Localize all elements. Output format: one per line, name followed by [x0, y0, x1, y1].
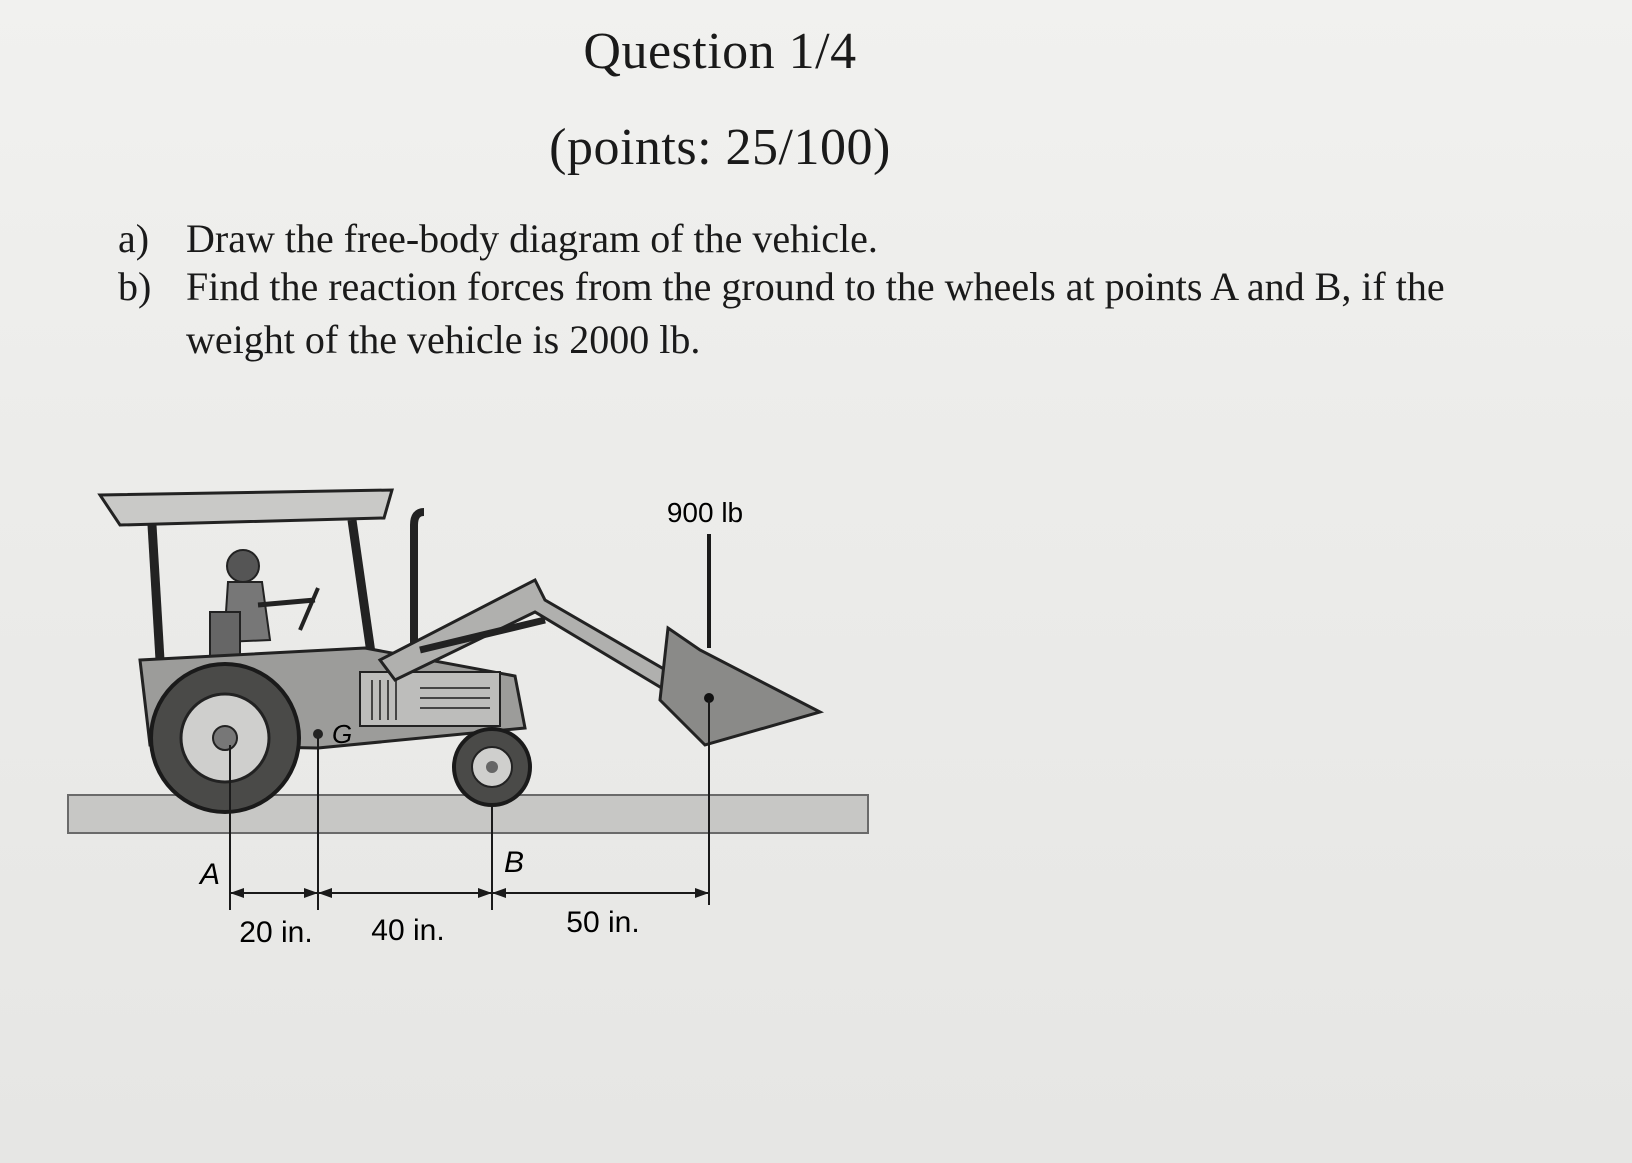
canopy-roof — [100, 490, 392, 525]
canopy-front-post — [352, 520, 372, 660]
question-title: Question 1/4 — [583, 23, 857, 80]
rear-wheel-hub — [213, 726, 237, 750]
loader-bucket — [660, 628, 820, 745]
center-of-gravity-point — [313, 729, 323, 739]
point-b-label: B — [504, 846, 525, 879]
task-a-marker: a) — [118, 216, 150, 261]
steering-column — [300, 588, 318, 630]
center-of-gravity-label: G — [332, 719, 353, 749]
task-a-text: Draw the free-body diagram of the vehicle. — [186, 216, 878, 261]
dimension-40-label: 40 in. — [371, 914, 445, 947]
task-b-text: Find the reaction forces from the ground to the wheels at points A and B, if the — [186, 264, 1445, 309]
point-a-label: A — [200, 858, 221, 891]
operator-head — [227, 550, 259, 582]
operator-arm — [258, 600, 315, 605]
dimension-20-label: 20 in. — [239, 916, 313, 949]
load-label: 900 lb — [666, 497, 744, 528]
canopy-rear-post — [152, 525, 160, 660]
question-points: (points: 25/100) — [549, 119, 891, 176]
task-b-marker: b) — [118, 264, 152, 309]
task-b-continuation: weight of the vehicle is 2000 lb. — [186, 317, 701, 362]
front-wheel-hub — [486, 761, 498, 773]
dimension-50-label: 50 in. — [566, 906, 640, 939]
